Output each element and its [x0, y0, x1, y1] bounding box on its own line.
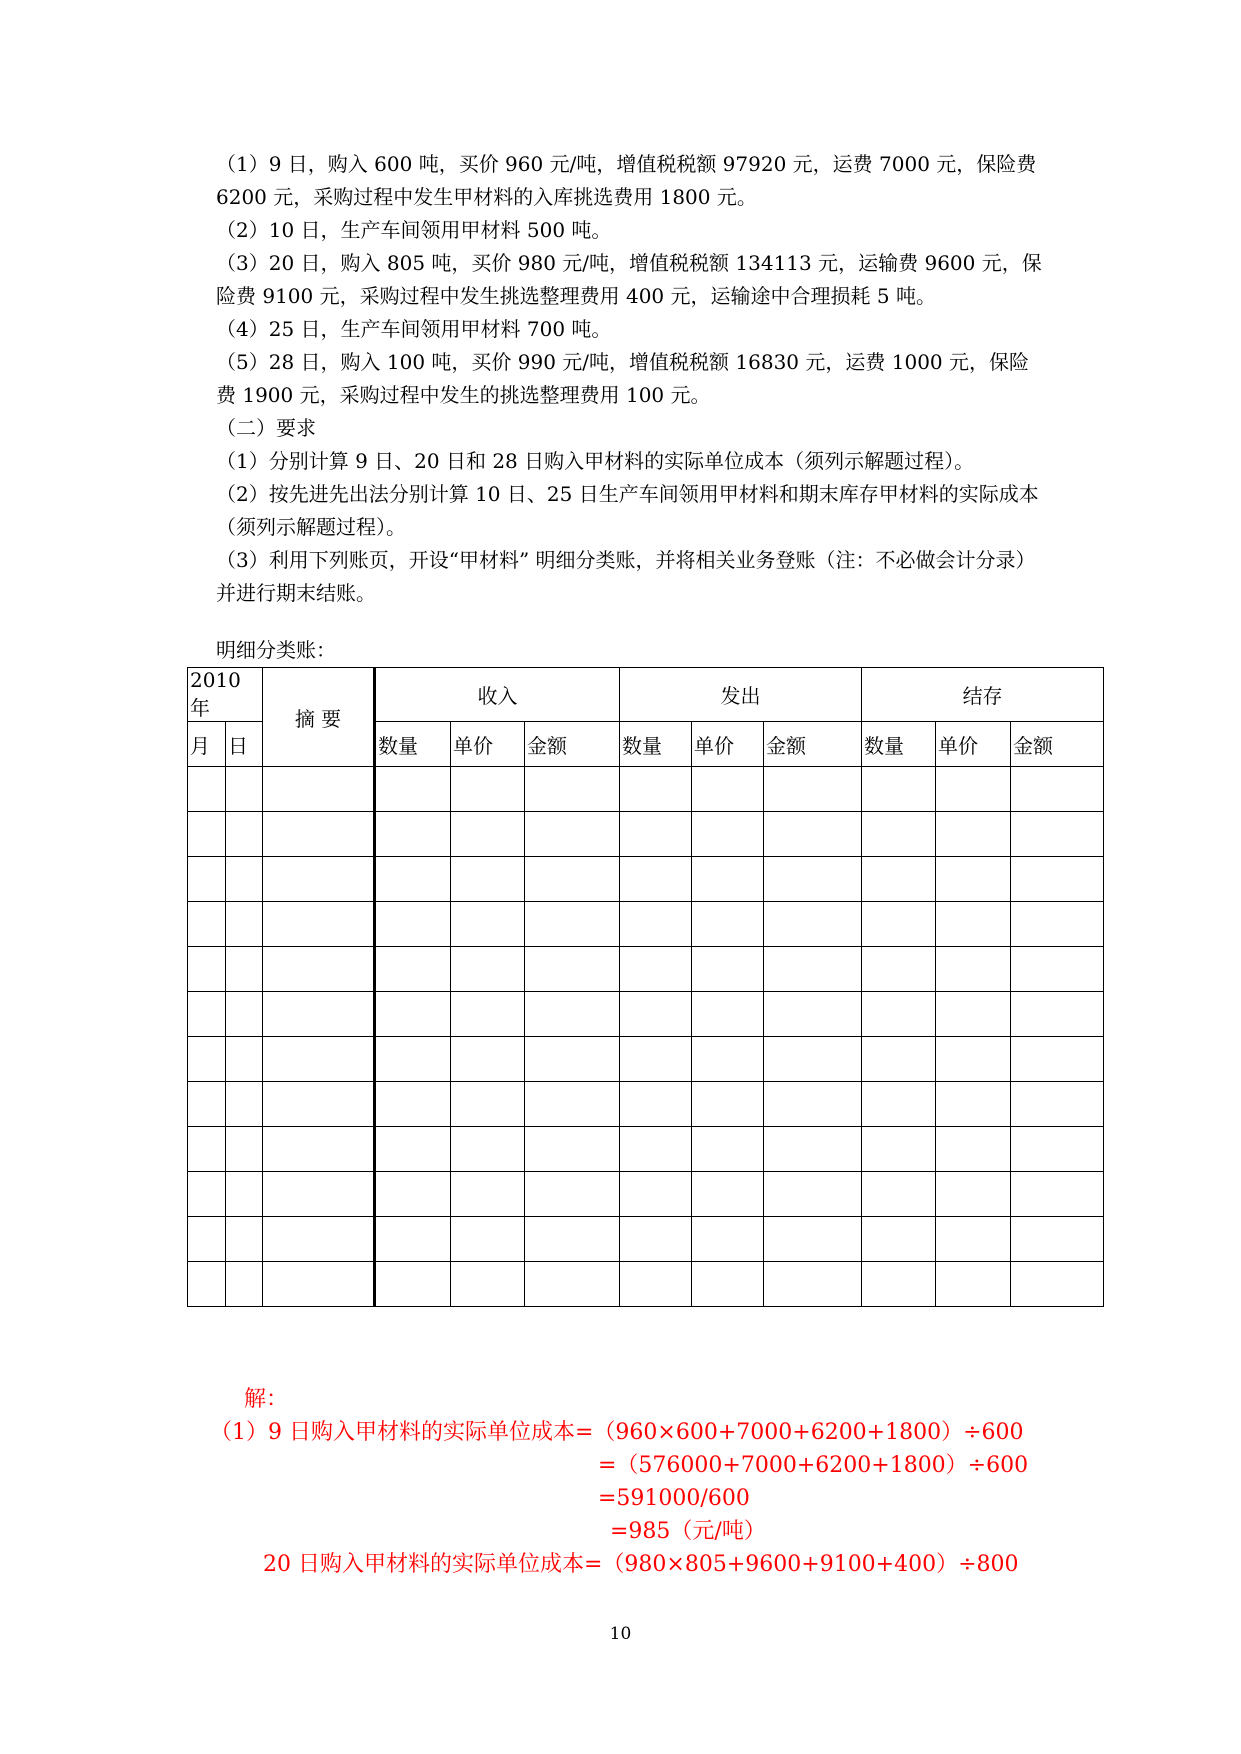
ledger-cell: [263, 1127, 375, 1172]
ledger-cell: [764, 1217, 862, 1262]
ledger-cell: [620, 1172, 692, 1217]
ledger-row: [188, 1217, 1104, 1262]
ledger-cell: [226, 1217, 263, 1262]
ledger-cell: [764, 1262, 862, 1307]
requirement-1: （1）分别计算 9 日、20 日和 28 日购入甲材料的实际单位成本（须列示解题过程）。: [216, 449, 975, 473]
income-amount-header: 金额: [525, 722, 620, 767]
ledger-cell: [375, 767, 451, 812]
ledger-cell: [764, 1172, 862, 1217]
ledger-cell: [188, 1082, 226, 1127]
ledger-cell: [1011, 1037, 1104, 1082]
day-header: 日: [226, 722, 263, 767]
ledger-cell: [188, 947, 226, 992]
ledger-cell: [525, 1217, 620, 1262]
solution-line-3: =591000/600: [598, 1486, 750, 1511]
ledger-cell: [188, 1262, 226, 1307]
ledger-cell: [620, 812, 692, 857]
ledger-cell: [525, 1037, 620, 1082]
ledger-cell: [620, 1082, 692, 1127]
ledger-cell: [1011, 1217, 1104, 1262]
ledger-cell: [692, 857, 764, 902]
ledger-cell: [692, 1082, 764, 1127]
ledger-cell: [525, 947, 620, 992]
ledger-cell: [1011, 1172, 1104, 1217]
ledger-cell: [692, 902, 764, 947]
ledger-cell: [862, 1127, 936, 1172]
ledger-cell: [375, 1217, 451, 1262]
ledger-cell: [692, 812, 764, 857]
ledger-row: [188, 812, 1104, 857]
ledger-cell: [1011, 812, 1104, 857]
ledger-cell: [188, 1127, 226, 1172]
ledger-cell: [620, 1037, 692, 1082]
ledger-cell: [226, 1127, 263, 1172]
ledger-cell: [226, 857, 263, 902]
ledger-cell: [375, 1037, 451, 1082]
ledger-cell: [263, 812, 375, 857]
ledger-cell: [764, 947, 862, 992]
ledger-cell: [263, 767, 375, 812]
ledger-cell: [451, 812, 525, 857]
ledger-cell: [862, 857, 936, 902]
ledger-cell: [1011, 1127, 1104, 1172]
ledger-cell: [620, 767, 692, 812]
ledger-cell: [620, 857, 692, 902]
ledger-cell: [692, 1172, 764, 1217]
solution-line-5: 20 日购入甲材料的实际单位成本=（980×805+9600+9100+400）÷800: [263, 1552, 1019, 1577]
ledger-cell: [1011, 947, 1104, 992]
ledger-cell: [692, 947, 764, 992]
solution-line-2: =（576000+7000+6200+1800）÷600: [598, 1453, 1029, 1478]
ledger-cell: [525, 1082, 620, 1127]
ledger-cell: [451, 947, 525, 992]
ledger-cell: [525, 767, 620, 812]
ledger-cell: [862, 1172, 936, 1217]
ledger-cell: [620, 902, 692, 947]
ledger-cell: [451, 1082, 525, 1127]
ledger-row: [188, 1172, 1104, 1217]
page-number: 10: [609, 1624, 632, 1644]
ledger-cell: [525, 1127, 620, 1172]
ledger-cell: [525, 1172, 620, 1217]
ledger-cell: [188, 1172, 226, 1217]
ledger-cell: [764, 902, 862, 947]
ledger-row: [188, 767, 1104, 812]
ledger-cell: [1011, 992, 1104, 1037]
issue-header: 发出: [620, 668, 862, 722]
condition-1: （1）9 日，购入 600 吨，买价 960 元/吨，增值税税额 97920 元，运费 7000 元，保险费 6200 元，采购过程中发生甲材料的入库挑选费用 1800 元。: [216, 152, 1037, 209]
ledger-cell: [451, 1262, 525, 1307]
ledger-cell: [764, 992, 862, 1037]
ledger-table: [187, 667, 1104, 1307]
ledger-cell: [375, 1127, 451, 1172]
ledger-cell: [375, 1172, 451, 1217]
issue-amount-header: 金额: [764, 722, 862, 767]
solution-line-1: （1）9 日购入甲材料的实际单位成本=（960×600+7000+6200+1800）÷600: [210, 1420, 1024, 1445]
ledger-cell: [226, 812, 263, 857]
ledger-cell: [226, 992, 263, 1037]
ledger-cell: [936, 857, 1011, 902]
ledger-cell: [263, 1262, 375, 1307]
income-header: 收入: [375, 668, 620, 722]
ledger-cell: [451, 992, 525, 1037]
ledger-cell: [188, 767, 226, 812]
issue-qty-header: 数量: [620, 722, 692, 767]
condition-2: （2）10 日，生产车间领用甲材料 500 吨。: [216, 218, 612, 242]
ledger-cell: [226, 1172, 263, 1217]
ledger-cell: [764, 857, 862, 902]
issue-price-header: 单价: [692, 722, 764, 767]
ledger-cell: [375, 1262, 451, 1307]
ledger-cell: [188, 857, 226, 902]
requirement-2: （2）按先进先出法分别计算 10 日、25 日生产车间领用甲材料和期末库存甲材料的实际成本（须列示解题过程）。: [216, 482, 1039, 539]
ledger-cell: [451, 1172, 525, 1217]
ledger-row: [188, 992, 1104, 1037]
ledger-cell: [525, 857, 620, 902]
ledger-cell: [451, 902, 525, 947]
ledger-cell: [620, 1217, 692, 1262]
ledger-cell: [188, 1037, 226, 1082]
ledger-cell: [764, 812, 862, 857]
ledger-cell: [936, 947, 1011, 992]
solution-label: 解：: [244, 1387, 289, 1412]
ledger-cell: [226, 1262, 263, 1307]
ledger-cell: [862, 767, 936, 812]
ledger-cell: [263, 1037, 375, 1082]
ledger-cell: [263, 902, 375, 947]
balance-qty-header: 数量: [862, 722, 936, 767]
ledger-cell: [862, 1217, 936, 1262]
income-qty-header: 数量: [375, 722, 451, 767]
ledger-cell: [862, 1037, 936, 1082]
condition-4: （4）25 日，生产车间领用甲材料 700 吨。: [216, 317, 612, 341]
ledger-cell: [188, 902, 226, 947]
ledger-row: [188, 1082, 1104, 1127]
solution-line-4: =985（元/吨）: [610, 1519, 766, 1544]
year-header: 2010 年: [188, 668, 263, 722]
ledger-cell: [226, 1037, 263, 1082]
ledger-cell: [451, 1217, 525, 1262]
ledger-cell: [620, 992, 692, 1037]
ledger-cell: [692, 1217, 764, 1262]
month-header: 月: [188, 722, 226, 767]
ledger-cell: [188, 812, 226, 857]
requirement-3: （3）利用下列账页，开设“甲材料” 明细分类账，并将相关业务登账（注：不必做会计分录）并进行期末结账。: [216, 548, 1036, 605]
ledger-title: 明细分类账：: [216, 638, 336, 662]
ledger-cell: [1011, 767, 1104, 812]
ledger-row: [188, 947, 1104, 992]
ledger-cell: [936, 767, 1011, 812]
ledger-cell: [620, 1262, 692, 1307]
ledger-cell: [375, 902, 451, 947]
ledger-cell: [525, 902, 620, 947]
income-price-header: 单价: [451, 722, 525, 767]
ledger-cell: [1011, 1262, 1104, 1307]
ledger-row: [188, 1037, 1104, 1082]
ledger-cell: [188, 992, 226, 1037]
ledger-cell: [936, 1037, 1011, 1082]
ledger-cell: [375, 947, 451, 992]
ledger-cell: [692, 1262, 764, 1307]
ledger-cell: [451, 857, 525, 902]
ledger-cell: [263, 1172, 375, 1217]
summary-header: 摘 要: [263, 668, 375, 767]
ledger-cell: [263, 857, 375, 902]
balance-amount-header: 金额: [1011, 722, 1104, 767]
condition-3: （3）20 日，购入 805 吨，买价 980 元/吨，增值税税额 134113 元，运输费 9600 元，保险费 9100 元，采购过程中发生挑选整理费用 400 元，运输途中合理损耗 5 吨。: [216, 251, 1042, 308]
ledger-cell: [375, 1082, 451, 1127]
ledger-cell: [764, 1127, 862, 1172]
ledger-cell: [226, 947, 263, 992]
ledger-cell: [1011, 902, 1104, 947]
ledger-cell: [263, 1082, 375, 1127]
ledger-cell: [375, 992, 451, 1037]
ledger-cell: [862, 902, 936, 947]
ledger-row: [188, 1127, 1104, 1172]
ledger-cell: [375, 812, 451, 857]
ledger-cell: [862, 947, 936, 992]
ledger-cell: [451, 767, 525, 812]
ledger-cell: [375, 857, 451, 902]
ledger-row: [188, 902, 1104, 947]
ledger-cell: [525, 992, 620, 1037]
ledger-cell: [936, 812, 1011, 857]
ledger-row: [188, 857, 1104, 902]
ledger-cell: [525, 1262, 620, 1307]
ledger-cell: [263, 992, 375, 1037]
ledger-cell: [936, 1172, 1011, 1217]
ledger-cell: [862, 812, 936, 857]
ledger-cell: [692, 767, 764, 812]
ledger-cell: [188, 1217, 226, 1262]
ledger-cell: [620, 947, 692, 992]
ledger-cell: [764, 1037, 862, 1082]
requirements-heading: （二）要求: [216, 416, 316, 440]
ledger-cell: [936, 1217, 1011, 1262]
ledger-cell: [1011, 857, 1104, 902]
ledger-cell: [936, 1262, 1011, 1307]
ledger-cell: [936, 992, 1011, 1037]
ledger-cell: [226, 767, 263, 812]
ledger-cell: [263, 947, 375, 992]
ledger-cell: [862, 992, 936, 1037]
balance-header: 结存: [862, 668, 1104, 722]
ledger-cell: [936, 902, 1011, 947]
balance-price-header: 单价: [936, 722, 1011, 767]
ledger-row: [188, 1262, 1104, 1307]
ledger-cell: [525, 812, 620, 857]
ledger-cell: [451, 1127, 525, 1172]
ledger-cell: [862, 1262, 936, 1307]
ledger-cell: [226, 1082, 263, 1127]
ledger-cell: [862, 1082, 936, 1127]
ledger-cell: [936, 1082, 1011, 1127]
ledger-cell: [692, 1127, 764, 1172]
ledger-cell: [692, 1037, 764, 1082]
condition-5: （5）28 日，购入 100 吨，买价 990 元/吨，增值税税额 16830 元，运费 1000 元，保险费 1900 元，采购过程中发生的挑选整理费用 100 元。: [216, 350, 1029, 407]
ledger-cell: [936, 1127, 1011, 1172]
ledger-cell: [226, 902, 263, 947]
ledger-cell: [263, 1217, 375, 1262]
ledger-cell: [764, 1082, 862, 1127]
ledger-cell: [1011, 1082, 1104, 1127]
ledger-body: [188, 767, 1104, 1307]
ledger-cell: [451, 1037, 525, 1082]
ledger-cell: [764, 767, 862, 812]
ledger-cell: [620, 1127, 692, 1172]
ledger-cell: [692, 992, 764, 1037]
